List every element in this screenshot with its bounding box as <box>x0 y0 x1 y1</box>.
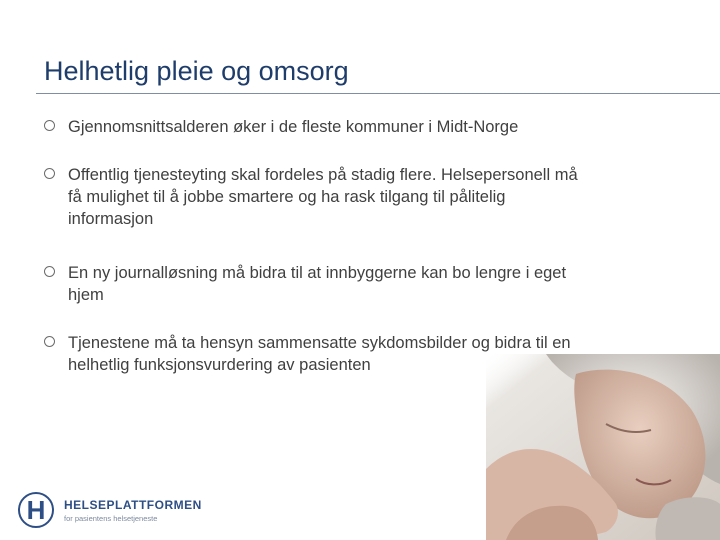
bullet-item <box>44 164 584 230</box>
bullet-text: Gjennomsnittsalderen øker i de fleste kommuner i Midt-Norge <box>68 118 519 136</box>
bullet-text: En ny journalløsning må bidra til at innbyggerne kan bo lengre i eget hjem <box>68 264 567 304</box>
circle-bullet-icon <box>44 168 55 179</box>
bullet-item <box>44 116 584 138</box>
title-divider <box>36 93 720 94</box>
bullet-text: Offentlig tjenesteyting skal fordeles på stadig flere. Helsepersonell må få mulighet til å jobbe smartere og ha rask tilgang til pålitelig informasjon <box>68 166 578 228</box>
logo-text <box>64 498 202 523</box>
bullet-text: Tjenestene må ta hensyn sammensatte sykdomsbilder og bidra til en helhetlig funksjonsvurdering av pasienten <box>68 334 571 374</box>
circle-bullet-icon <box>44 266 55 277</box>
bullet-item <box>44 262 584 306</box>
elderly-woman-photo <box>486 354 720 540</box>
circle-bullet-icon <box>44 120 55 131</box>
helseplattformen-logo <box>18 492 202 528</box>
logo-name: HELSEPLATTFORMEN <box>64 497 202 512</box>
logo-mark: H <box>18 492 54 528</box>
bullet-list <box>44 116 584 376</box>
logo-tagline: for pasientens helsetjeneste <box>64 513 158 523</box>
circle-bullet-icon <box>44 336 55 347</box>
slide-title: Helhetlig pleie og omsorg <box>44 56 349 86</box>
